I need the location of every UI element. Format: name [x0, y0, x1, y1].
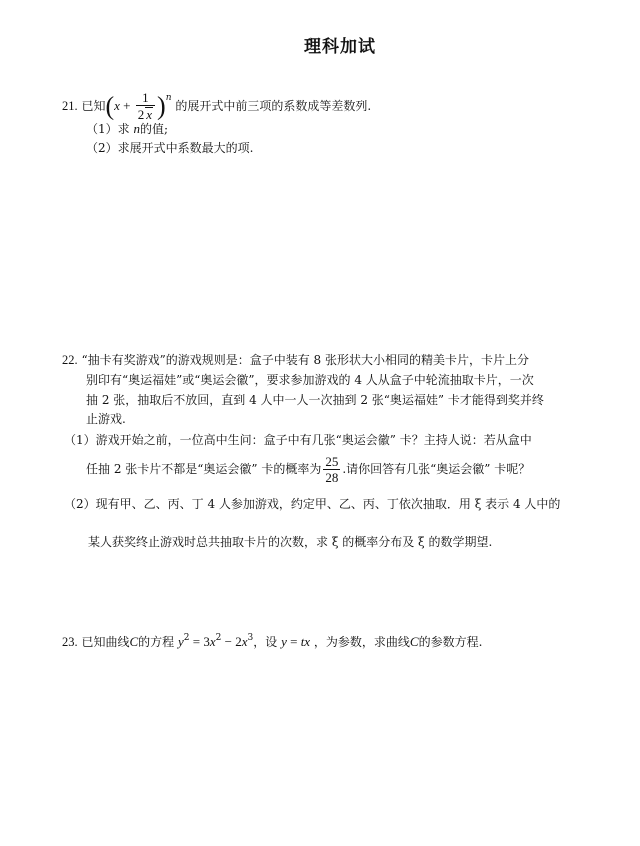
substitution-equation: y = tx: [281, 634, 311, 649]
question-21-sub1-var: n: [133, 121, 140, 136]
question-22-sub1-tail: .请你回答有几张“奥运会徽” 卡呢？: [342, 462, 531, 476]
question-21-number: 21.: [62, 99, 78, 113]
question-21-stem-before: 已知: [81, 99, 106, 113]
question-21-stem-after: 的展开式中前三项的系数成等差数列.: [175, 99, 372, 113]
question-22-sub2-line-1: （2）现有甲、乙、丙、丁 4 人参加游戏，约定甲、乙、丙、丁依次抽取．用 ξ 表示 4 人中的: [64, 497, 561, 511]
question-22-sub1-line-1: （1）游戏开始之前，一位高中生问：盒子中有几张“奥运会徽” 卡？主持人说：若从盒中: [64, 433, 532, 447]
question-21-sub2: （2）求展开式中系数最大的项.: [86, 141, 254, 155]
fraction-denominator: 28: [325, 469, 339, 485]
question-23-text-1: 已知曲线: [81, 635, 130, 649]
probability-fraction: [323, 455, 340, 485]
question-23: [62, 630, 482, 650]
question-22-number: 22.: [62, 353, 78, 367]
question-21-sub1-tail: 的值;: [139, 122, 169, 136]
question-22-line-2: 别印有“奥运福娃”或“奥运会徽”，要求参加游戏的 4 人从盒子中轮流抽取卡片，一次: [86, 373, 534, 387]
question-21-sub1: [86, 121, 168, 137]
question-21-sub1-text: （1）求: [86, 122, 130, 136]
question-22-line-1: [62, 352, 529, 368]
question-22-line-4: 止游戏.: [86, 412, 126, 426]
curve-equation: $y^2 = 3x^2 - 2x^3$: [177, 633, 254, 649]
curve-name-2: C: [409, 634, 419, 649]
question-21-formula: (x + $\frac{1}{2 x}$ )$^n$: [105, 90, 172, 122]
question-23-text-3: ，设: [253, 635, 278, 649]
question-23-text-4: ，为参数，求曲线: [313, 635, 410, 649]
question-22-line-1-text: “抽卡有奖游戏”的游戏规则是：盒子中装有 8 张形状大小相同的精美卡片，卡片上分: [81, 353, 529, 367]
curve-name: C: [129, 634, 139, 649]
question-21: [62, 80, 371, 124]
question-23-text-2: 的方程: [138, 635, 175, 649]
question-22-sub2-line-2: 某人获奖终止游戏时总共抽取卡片的次数，求 ξ 的概率分布及 ξ 的数学期望.: [88, 535, 493, 549]
fraction-numerator: 25: [325, 453, 339, 469]
question-22-sub1-text: 任抽 2 张卡片不都是“奥运会徽” 卡的概率为: [86, 462, 322, 476]
question-23-number: 23.: [62, 635, 78, 649]
page-title: 理科加试: [304, 37, 376, 57]
question-23-text-5: 的参数方程.: [418, 635, 483, 649]
question-22-line-3: 抽 2 张，抽取后不放回，直到 4 人中一人一次抽到 2 张“奥运福娃” 卡才能得到奖并终: [86, 393, 544, 407]
question-22-sub1-line-2: [86, 451, 530, 487]
